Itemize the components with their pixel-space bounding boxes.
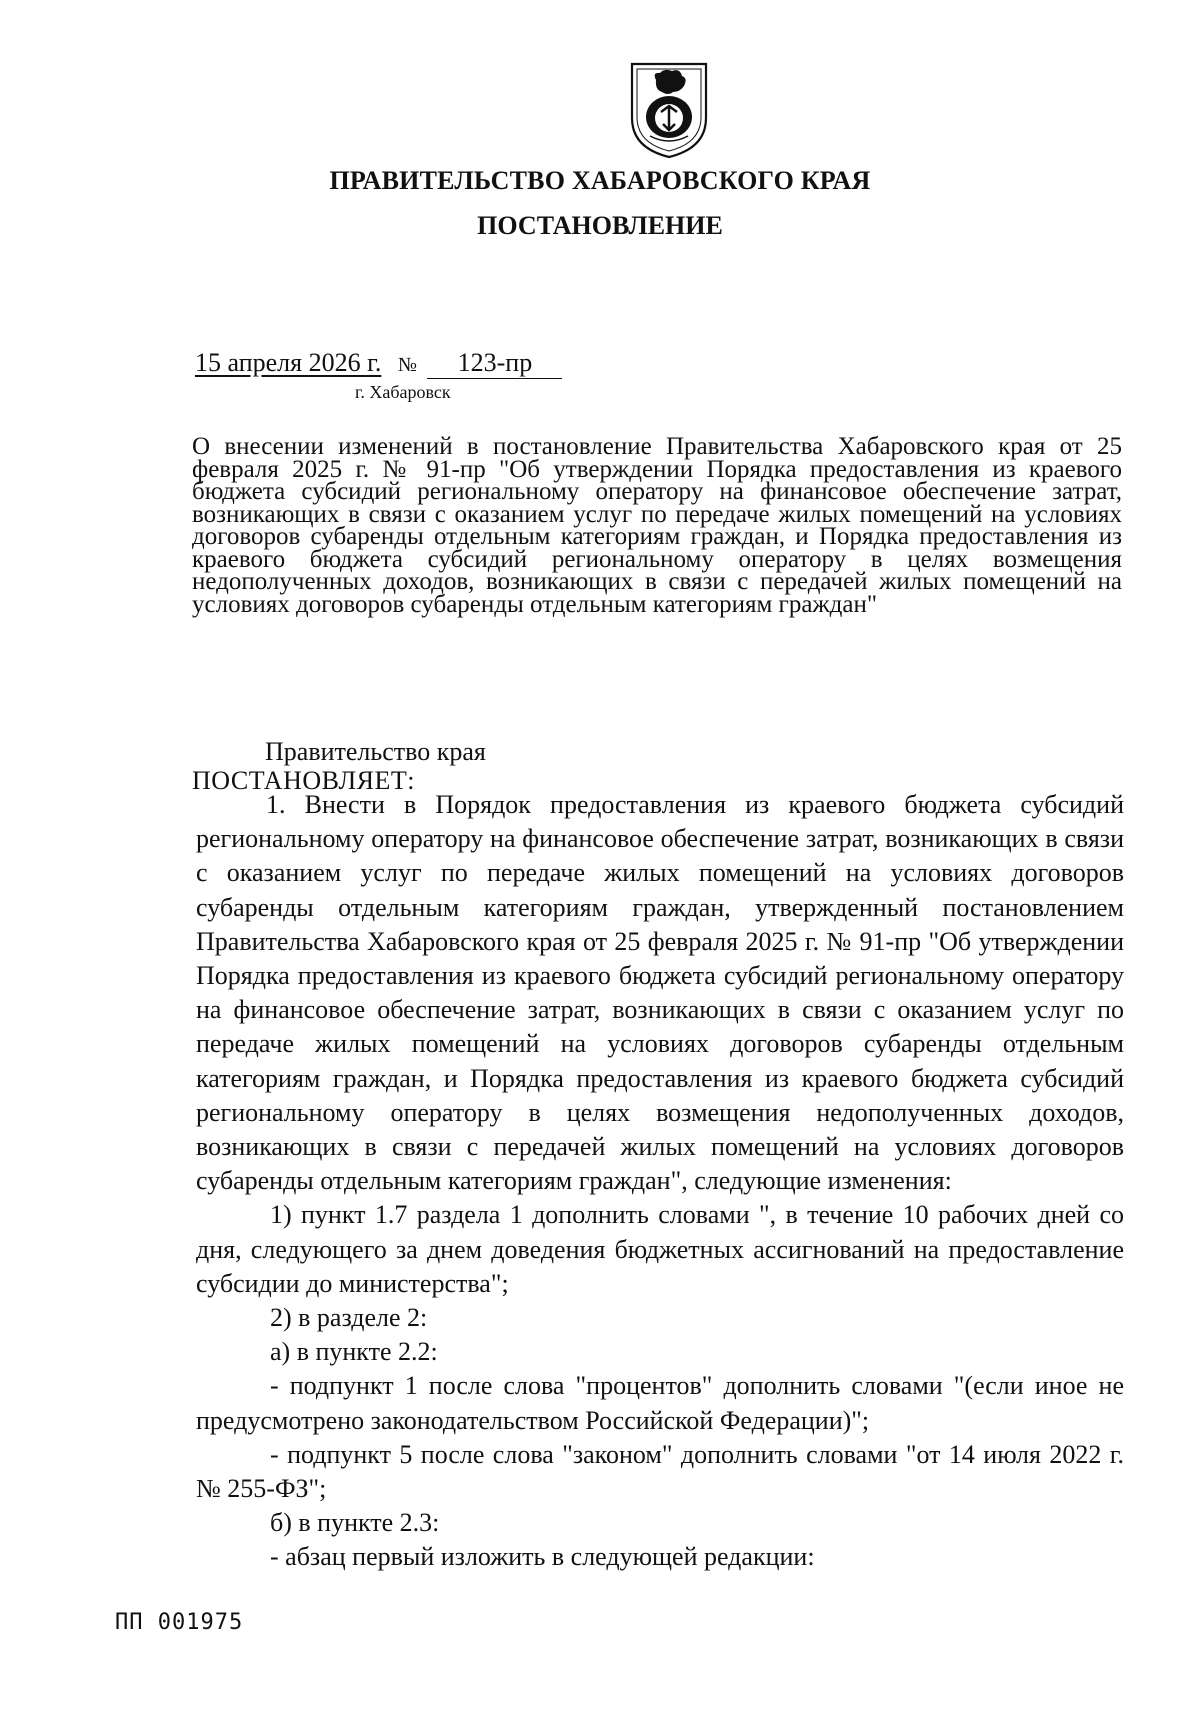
body-paragraph: - подпункт 1 после слова "процентов" дополнить словами "(если иное не предусмотрено законодательством Российской Федерации)";: [196, 1371, 1124, 1435]
date-number-line: [195, 348, 562, 379]
body-paragraph: 1. Внести в Порядок предоставления из краевого бюджета субсидий региональному оператору на финансовое обеспечение затрат, возникающих в связи с оказанием услуг по передаче жилых помещений на условиях договоров субаренды отдельным категориям граждан, утвержденный постановлением Правительства Хабаровского края от 25 февраля 2025 г. № 91-пр "Об утверждении Порядка предоставления из краевого бюджета субсидий региональному оператору на финансовое обеспечение затрат, возникающих в связи с оказанием услуг по передаче жилых помещений на условиях договоров субаренды отдельным категориям граждан, и Порядка предоставления из краевого бюджета субсидий региональному оператору в целях возмещения недополученных доходов, возникающих в связи с передачей жилых помещений на условиях договоров субаренды отдельным категориям граждан", следующие изменения:: [196, 790, 1124, 1196]
document-subject: О внесении изменений в постановление Правительства Хабаровского края от 25 февраля 2025 г. № 91-пр "Об утверждении Порядка предоставления из краевого бюджета субсидий региональному оператору на финансовое обеспечение затрат, возникающих в связи с оказанием услуг по передаче жилых помещений на условиях договоров субаренды отдельным категориям граждан, и Порядка предоставления из краевого бюджета субсидий региональному оператору в целях возмещения недополученных доходов, возникающих в связи с передачей жилых помещений на условиях договоров субаренды отдельным категориям граждан": [192, 433, 1122, 618]
body-paragraph: - подпункт 5 после слова "законом" дополнить словами "от 14 июля 2022 г. № 255-ФЗ";: [196, 1439, 1124, 1504]
body-paragraph: а) в пункте 2.2:: [270, 1337, 438, 1367]
organization-title: ПРАВИТЕЛЬСТВО ХАБАРОВСКОГО КРАЯ: [329, 166, 871, 195]
preamble-government: Правительство края: [265, 737, 486, 766]
body-paragraph: - абзац первый изложить в следующей редакции:: [270, 1542, 815, 1572]
preamble-decree: ПОСТАНОВЛЯЕТ:: [192, 766, 415, 795]
coat-of-arms-icon: [628, 60, 710, 160]
body-paragraph: 1) пункт 1.7 раздела 1 дополнить словами ", в течение 10 рабочих дней со дня, следующего за днем доведения бюджетных ассигнований на предоставление субсидии до министерства";: [196, 1200, 1124, 1298]
body-paragraph: б) в пункте 2.3:: [270, 1508, 440, 1538]
body-paragraph: 2) в разделе 2:: [270, 1303, 428, 1333]
document-city: г. Хабаровск: [355, 382, 451, 402]
document-type-title: ПОСТАНОВЛЕНИЕ: [477, 211, 723, 240]
number-sign: №: [397, 354, 417, 376]
registry-code: ПП 001975: [115, 1610, 244, 1635]
document-body: [196, 788, 1124, 1575]
document-date: 15 апреля 2026 г.: [195, 348, 382, 377]
document-number: 123-пр: [427, 348, 562, 379]
